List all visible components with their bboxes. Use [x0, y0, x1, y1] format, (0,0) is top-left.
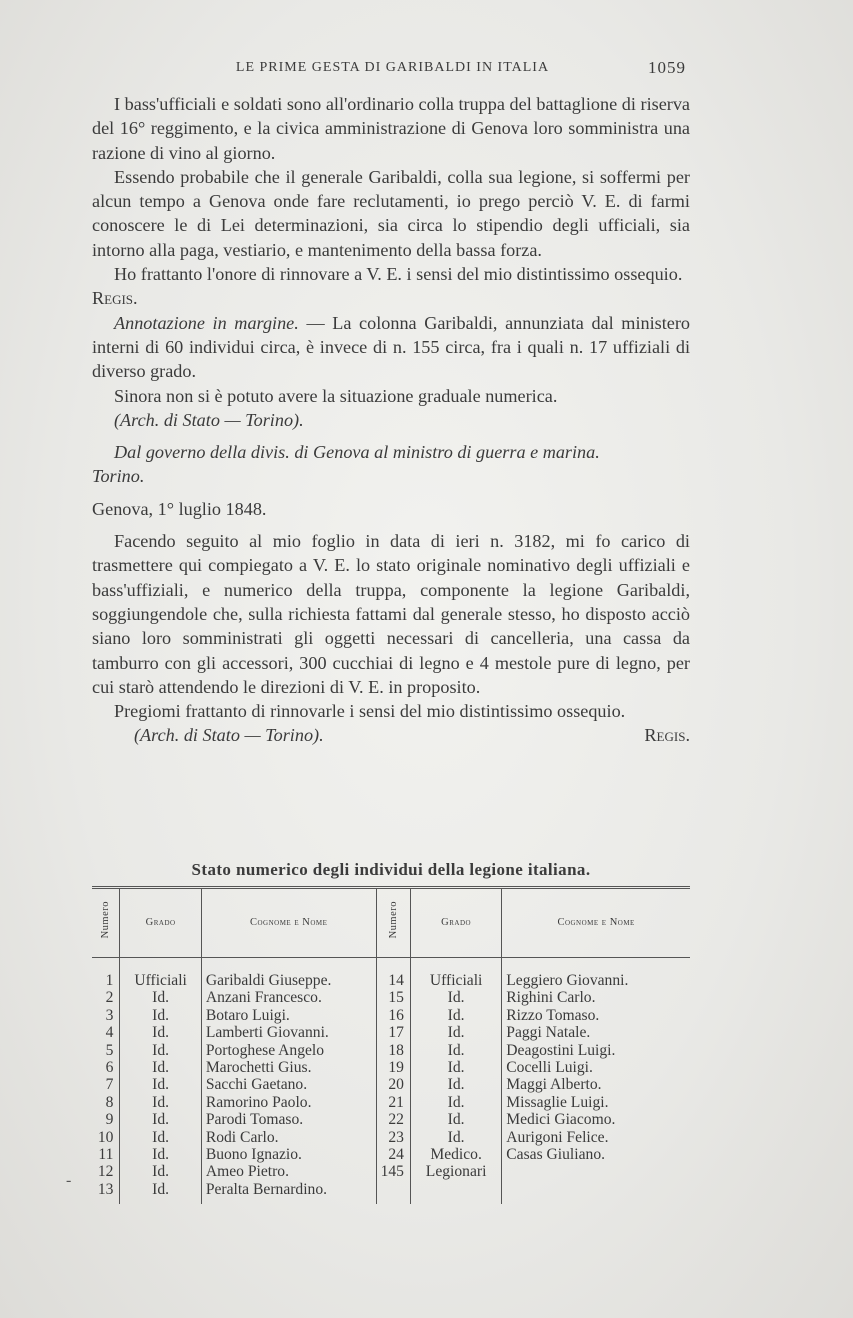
table-row: 6 Id. Marochetti Gius. 19 Id. Cocelli Luigi. — [92, 1059, 690, 1076]
header-nome-2: Cognome e Nome — [502, 888, 690, 958]
table-title: Stato numerico degli individui della legione italiana. — [191, 860, 591, 879]
source-signature-line — [92, 723, 690, 747]
header-grado-2: Grado — [410, 888, 501, 958]
running-header: LE PRIME GESTA DI GARIBALDI IN ITALIA — [235, 60, 550, 75]
table-row: 7 Id. Sacchi Gaetano. 20 Id. Maggi Alberto. — [92, 1076, 690, 1093]
paragraph-3 — [92, 262, 690, 286]
paragraph-2: Essendo probabile che il generale Garibaldi, colla sua legione, si soffermi per alcun tempo a Genova onde fare reclutamenti, io prego perciò V. E. di farmi conoscere le di Lei determinazioni, sia circa lo stipendio degli ufficiali, sia intorno alla paga, vestiario, e mantenimento della bassa forza. — [92, 166, 690, 260]
paragraph-4: Facendo seguito al mio foglio in data di ieri n. 3182, mi fo carico di trasmettere qui compiegato a V. E. lo stato originale nominativo degli uffiziali e bass'uffiziali, e numerico della truppa, componente la legione Garibaldi, soggiungendole che, sulla richiesta fattami dal generale stesso, ho disposto acciò siano loro somministrati gli oggetti necessari di cancelleria, una cassa da tamburro con gli accessori, 300 cucchiai di legno e 4 mestole pure di legno, per cui starò attendendo le direzioni di V. E. in proposito. — [92, 531, 690, 697]
page-number: 1059 — [648, 58, 686, 77]
signature-1 — [92, 286, 690, 310]
signature-regis-1: Regis. — [92, 288, 138, 309]
annotation-text: — La colonna Garibaldi, annunziata dal ministero interni di 60 individui circa, è invece di n. 155 circa, fra i quali n. 17 uffiziali di diverso grado. — [92, 312, 690, 382]
table-header-row — [92, 888, 690, 958]
margin-mark: - — [66, 1172, 72, 1189]
annotation-label: Annotazione in margine. — [114, 312, 299, 333]
legion-table — [92, 886, 690, 1204]
table-row: 13 Id. Peralta Bernardino. — [92, 1181, 690, 1204]
body-text — [92, 92, 690, 748]
letter-heading: Dal governo della divis. di Genova al ministro di guerra e marina. — [114, 442, 600, 463]
table-row: 11 Id. Buono Ignazio. 24 Medico. Casas Giuliano. — [92, 1146, 690, 1163]
table-row: 1 Ufficiali Garibaldi Giuseppe. 14 Ufficiali Leggiero Giovanni. — [92, 958, 690, 990]
margin-annotation — [92, 311, 690, 384]
paragraph-5: Pregiomi frattanto di rinnovarle i sensi del mio distintissimo ossequio. — [114, 701, 626, 722]
table-row: 8 Id. Ramorino Paolo. 21 Id. Missaglie Luigi. — [92, 1094, 690, 1111]
archive-source-2: (Arch. di Stato — Torino). — [134, 725, 324, 746]
letter-place: Torino. — [92, 466, 145, 487]
table-row: 5 Id. Portoghese Angelo 18 Id. Deagostini Luigi. — [92, 1042, 690, 1059]
table-row: 12 Id. Ameo Pietro. 145 Legionari — [92, 1163, 690, 1180]
letter-date: Genova, 1° luglio 1848. — [92, 498, 267, 519]
paragraph-1: I bass'ufficiali e soldati sono all'ordinario colla truppa del battaglione di riserva del 16° reggimento, e la civica amministrazione di Genova loro somministra una razione di vino al giorno. — [92, 94, 690, 163]
table-row: 9 Id. Parodi Tomaso. 22 Id. Medici Giacomo. — [92, 1111, 690, 1128]
table-row: 4 Id. Lamberti Giovanni. 17 Id. Paggi Natale. — [92, 1024, 690, 1041]
table-row: 10 Id. Rodi Carlo. 23 Id. Aurigoni Felice. — [92, 1129, 690, 1146]
header-nome-1: Cognome e Nome — [201, 888, 376, 958]
closing-text: Ho frattanto l'onore di rinnovare a V. E. i sensi del mio distintissimo ossequio. — [114, 264, 683, 285]
table-row: 3 Id. Botaro Luigi. 16 Id. Rizzo Tomaso. — [92, 1007, 690, 1024]
signature-regis-2: Regis. — [644, 725, 690, 746]
header-numero-2: Numero — [376, 888, 410, 958]
annotation-note-2: Sinora non si è potuto avere la situazione graduale numerica. — [114, 385, 558, 406]
table-row: 2 Id. Anzani Francesco. 15 Id. Righini Carlo. — [92, 989, 690, 1006]
header-numero-1: Numero — [92, 888, 120, 958]
archive-source-1: (Arch. di Stato — Torino). — [114, 409, 304, 430]
header-grado-1: Grado — [120, 888, 201, 958]
